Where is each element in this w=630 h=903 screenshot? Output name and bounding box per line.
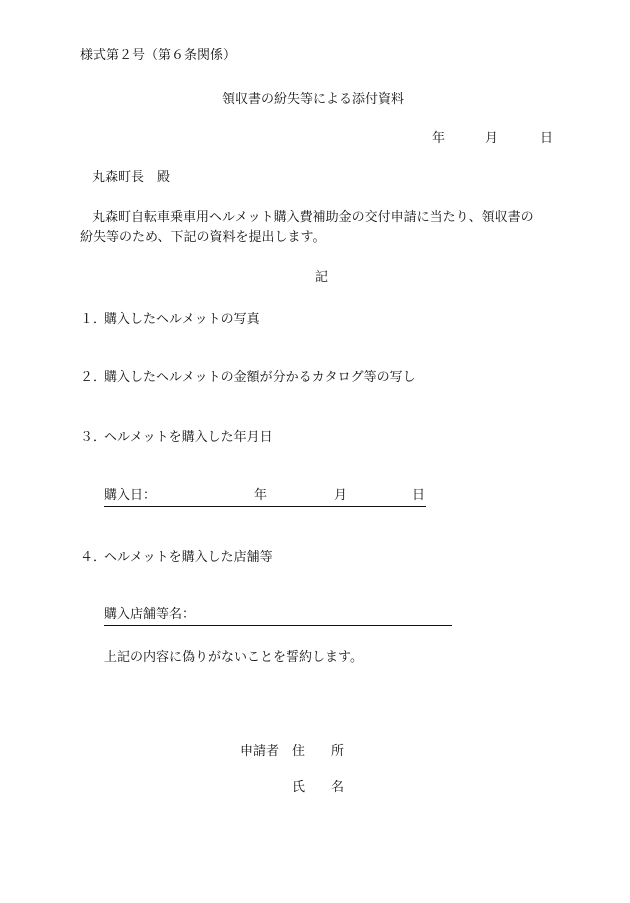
applicant-address-label: 住 所 — [292, 744, 345, 759]
item-text: ヘルメットを購入した店舗等 — [104, 550, 273, 565]
list-item-2 — [80, 370, 416, 386]
purchase-date-day: 日 — [412, 488, 426, 503]
applicant-name-label: 氏 名 — [292, 780, 345, 795]
intro-line-2: 紛失等のため、下記の資料を提出します。 — [80, 230, 326, 245]
item-number: ３． — [80, 430, 107, 445]
item-text: 購入したヘルメットの金額が分かるカタログ等の写し — [104, 370, 416, 385]
item-number: ２． — [80, 370, 107, 385]
date-day-label: 日 — [540, 131, 554, 146]
purchase-store-label: 購入店舗等名： — [104, 607, 196, 622]
list-item-4 — [80, 550, 273, 566]
form-number: 様式第２号（第６条関係） — [80, 48, 237, 63]
list-item-1 — [80, 312, 260, 328]
purchase-date-month: 月 — [334, 488, 348, 503]
oath-statement: 上記の内容に偽りがないことを誓約します。 — [104, 650, 363, 665]
list-item-3 — [80, 430, 273, 446]
purchase-date-label: 購入日： — [104, 488, 157, 503]
purchase-date-field[interactable] — [104, 488, 426, 507]
applicant-label: 申請者 — [240, 744, 280, 759]
document-title: 領収書の紛失等による添付資料 — [222, 92, 405, 107]
item-text: ヘルメットを購入した年月日 — [104, 430, 273, 445]
intro-line-1: 丸森町自転車乗車用ヘルメット購入費補助金の交付申請に当たり、領収書の — [92, 210, 534, 225]
item-number: ４． — [80, 550, 107, 565]
item-number: １． — [80, 312, 107, 327]
purchase-store-field[interactable] — [104, 607, 452, 626]
ki-heading: 記 — [315, 270, 329, 285]
addressee: 丸森町長 殿 — [92, 170, 171, 185]
item-text: 購入したヘルメットの写真 — [104, 312, 260, 327]
date-month-label: 月 — [485, 131, 499, 146]
purchase-date-year: 年 — [254, 488, 268, 503]
date-year-label: 年 — [432, 131, 446, 146]
